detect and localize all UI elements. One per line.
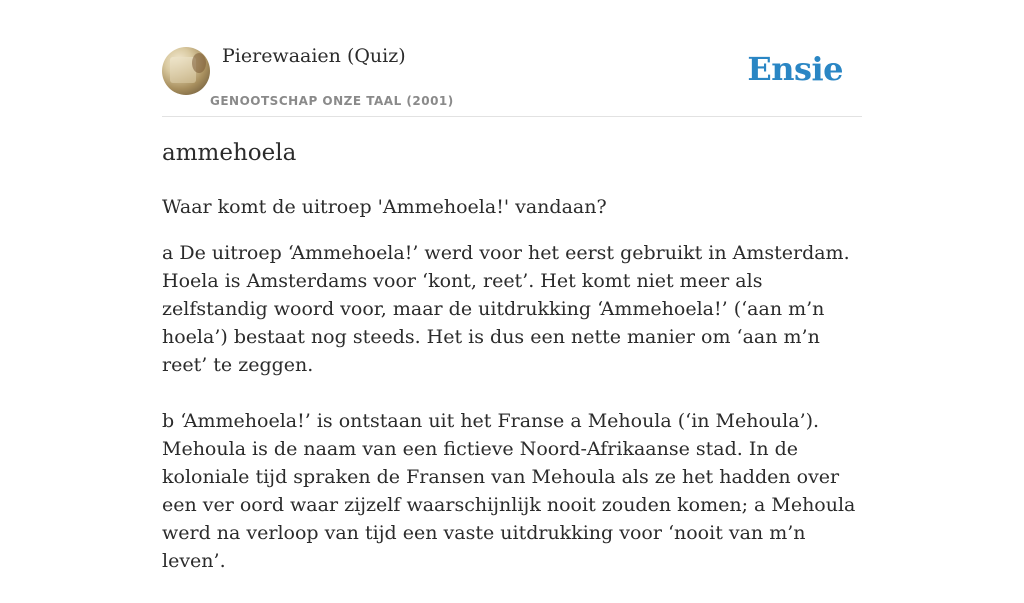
ensie-logo-link[interactable]: Ensie: [747, 50, 843, 88]
answer-option-b: b ‘Ammehoela!’ is ontstaan uit het Franse a Mehoula (‘in Mehoula’). Mehoula is de naam van een fictieve Noord-Afrikaanse stad. In de koloniale tijd spraken de Fransen van Mehoula als ze het hadden over een ver oord waar zijzelf waarschijnlijk nooit zouden komen; a Mehoula werd na verloop van tijd een vaste uitdrukking voor ‘nooit van m’n leven’.: [162, 410, 856, 572]
entry-question: Waar komt de uitroep 'Ammehoela!' vandaan?: [162, 196, 607, 218]
book-cover-detail: [192, 53, 206, 73]
entry-answers: [162, 239, 862, 603]
entry-headword: ammehoela: [162, 140, 297, 166]
source-publisher: GENOOTSCHAP ONZE TAAL (2001): [210, 94, 454, 108]
entry-page: [162, 0, 862, 572]
source-header: [162, 0, 862, 117]
source-title[interactable]: Pierewaaien (Quiz): [222, 45, 406, 67]
book-cover-avatar[interactable]: [162, 47, 210, 95]
answer-option-a: a De uitroep ‘Ammehoela!’ werd voor het eerst gebruikt in Amsterdam. Hoela is Amsterdams voor ‘kont, reet’. Het komt niet meer als zelfstandig woord voor, maar de uitdrukking ‘Ammehoela!’ (‘aan m’n hoela’) bestaat nog steeds. Het is dus een nette manier om ‘aan m’n reet’ te zeggen.: [162, 242, 850, 376]
